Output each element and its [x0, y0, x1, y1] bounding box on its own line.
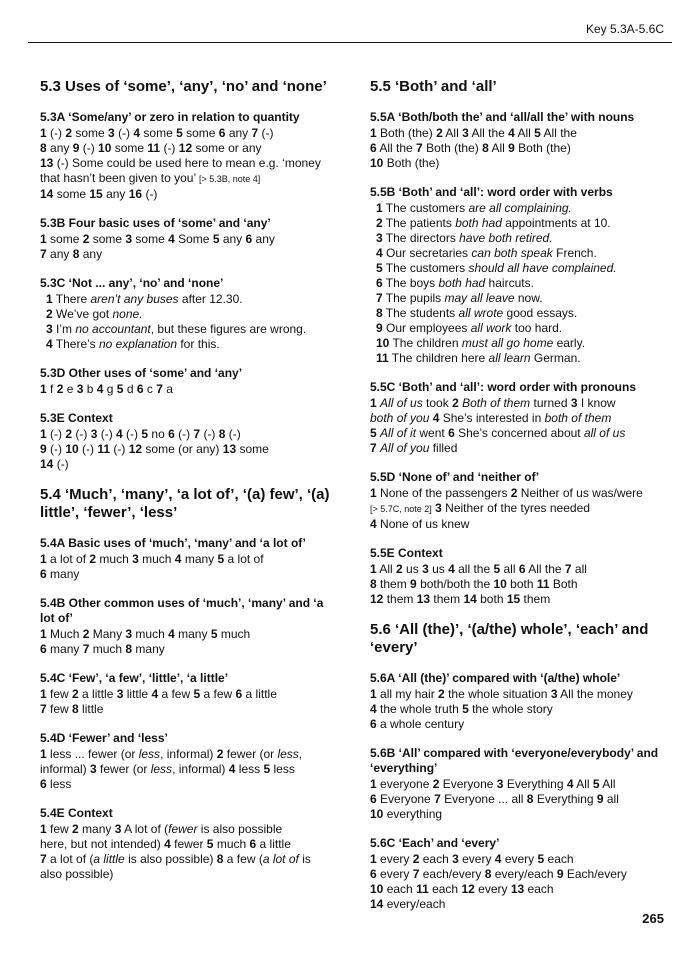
subsection-heading: 5.5E Context: [370, 546, 443, 560]
answer-line: also possible): [40, 867, 114, 881]
answer-line: 10 each 11 each 12 every 13 each: [370, 882, 554, 896]
answer-line: 1 everyone 2 Everyone 3 Everything 4 All 5 All: [370, 777, 616, 791]
answer-line: 4 None of us knew: [370, 517, 470, 531]
left-column: [40, 78, 340, 896]
subsection-heading: 5.4D ‘Fewer’ and ‘less’: [40, 731, 168, 745]
answer-block: [370, 110, 670, 171]
right-column: [370, 78, 670, 926]
answer-line: that hasn’t been given to you’ [> 5.3B, note 4]: [40, 171, 261, 185]
subsection-heading: 5.5D ‘None of’ and ‘neither of’: [370, 470, 540, 484]
answer-line: 5 The customers should all have complained.: [376, 261, 617, 275]
answer-line: 6 every 7 each/every 8 every/each 9 Each/every: [370, 867, 627, 881]
answer-block: [40, 366, 340, 397]
answer-line: 8 any 9 (-) 10 some 11 (-) 12 some or any: [40, 141, 262, 155]
answer-line: 1 less ... fewer (or less, informal) 2 fewer (or less,: [40, 747, 303, 761]
answer-line: 1 a lot of 2 much 3 much 4 many 5 a lot of: [40, 552, 264, 566]
answer-block: [40, 536, 340, 582]
answer-block: [370, 470, 670, 532]
answer-line: 4 There’s no explanation for this.: [46, 337, 220, 351]
answer-block: [40, 110, 340, 202]
answer-line: 10 Both (the): [370, 156, 440, 170]
answer-line: 1 every 2 each 3 every 4 every 5 each: [370, 852, 574, 866]
answer-line: 10 everything: [370, 807, 443, 821]
subsection-heading: 5.6B ‘All’ compared with ‘everyone/everybody’ and ‘everything’: [370, 746, 659, 775]
answer-line: 1 few 2 many 3 A lot of (fewer is also possible: [40, 822, 283, 836]
answer-line: 1 (-) 2 (-) 3 (-) 4 (-) 5 no 6 (-) 7 (-) 8 (-): [40, 427, 241, 441]
answer-block: [40, 276, 340, 352]
section-title: 5.6 ‘All (the)’, ‘(a/the) whole’, ‘each’ and ‘every’: [370, 621, 649, 656]
answer-line: informal) 3 fewer (or less, informal) 4 less 5 less: [40, 762, 295, 776]
subsection-heading: 5.3D Other uses of ‘some’ and ‘any’: [40, 366, 243, 380]
answer-block: [40, 671, 340, 717]
answer-line: 10 The children must all go home early.: [376, 336, 586, 350]
subsection-heading: 5.3A ‘Some/any’ or zero in relation to quantity: [40, 110, 300, 124]
subsection-heading: 5.4A Basic uses of ‘much’, ‘many’ and ‘a lot of’: [40, 536, 306, 550]
subsection-heading: 5.5B ‘Both’ and ‘all’: word order with verbs: [370, 185, 613, 199]
section-title: 5.4 ‘Much’, ‘many’, ‘a lot of’, ‘(a) few’, ‘(a) little’, ‘fewer’, ‘less’: [40, 486, 330, 521]
answer-block: [40, 806, 340, 882]
answer-block: [40, 411, 340, 472]
subsection-heading: 5.6C ‘Each’ and ‘every’: [370, 836, 500, 850]
answer-line: 6 a whole century: [370, 717, 465, 731]
answer-block: [370, 380, 670, 456]
subsection-heading: 5.5C ‘Both’ and ‘all’: word order with pronouns: [370, 380, 637, 394]
answer-line: 6 Everyone 7 Everyone ... all 8 Everything 9 all: [370, 792, 619, 806]
answer-line: 11 The children here all learn German.: [376, 351, 581, 365]
answer-line: 3 The directors have both retired.: [376, 231, 553, 245]
answer-block: [40, 216, 340, 262]
answer-line: 1 All 2 us 3 us 4 all the 5 all 6 All the 7 all: [370, 562, 587, 576]
answer-line: 9 Our employees all work too hard.: [376, 321, 563, 335]
subsection-heading: 5.3E Context: [40, 411, 113, 425]
answer-line: 8 them 9 both/both the 10 both 11 Both: [370, 577, 578, 591]
answer-line: here, but not intended) 4 fewer 5 much 6 a little: [40, 837, 291, 851]
answer-line: [> 5.7C, note 2] 3 Neither of the tyres needed: [370, 501, 590, 515]
subsection-heading: 5.3C ‘Not ... any’, ‘no’ and ‘none’: [40, 276, 224, 290]
answer-block: [370, 836, 670, 912]
answer-line: 6 The boys both had haircuts.: [376, 276, 534, 290]
answer-line: 7 The pupils may all leave now.: [376, 291, 543, 305]
answer-line: 1 There aren’t any buses after 12.30.: [46, 292, 243, 306]
answer-line: 7 a lot of (a little is also possible) 8 a few (a lot of is: [40, 852, 311, 866]
answer-line: 4 the whole truth 5 the whole story: [370, 702, 553, 716]
answer-block: [370, 546, 670, 607]
answer-line: 14 every/each: [370, 897, 446, 911]
subsection-heading: 5.6A ‘All (the)’ compared with ‘(a/the) whole’: [370, 671, 621, 685]
answer-block: [370, 746, 670, 822]
answer-line: 3 I’m no accountant, but these figures are wrong.: [46, 322, 307, 336]
answer-line: 2 We’ve got none.: [46, 307, 143, 321]
answer-line: 6 many: [40, 567, 80, 581]
answer-line: 14 some 15 any 16 (-): [40, 187, 158, 201]
answer-line: 1 some 2 some 3 some 4 Some 5 any 6 any: [40, 232, 275, 246]
answer-block: [370, 671, 670, 732]
answer-line: 8 The students all wrote good essays.: [376, 306, 578, 320]
answer-line: 4 Our secretaries can both speak French.: [376, 246, 597, 260]
answer-line: 1 all my hair 2 the whole situation 3 All the money: [370, 687, 633, 701]
answer-line: 5 All of it went 6 She’s concerned about all of us: [370, 426, 626, 440]
section-title: 5.5 ‘Both’ and ‘all’: [370, 78, 497, 95]
answer-line: 12 them 13 them 14 both 15 them: [370, 592, 551, 606]
answer-line: 2 The patients both had appointments at 10.: [376, 216, 611, 230]
answer-line: 1 few 2 a little 3 little 4 a few 5 a few 6 a little: [40, 687, 277, 701]
answer-line: 7 any 8 any: [40, 247, 103, 261]
answer-line: 7 few 8 little: [40, 702, 104, 716]
answer-block: [40, 596, 340, 657]
answer-line: 6 All the 7 Both (the) 8 All 9 Both (the): [370, 141, 571, 155]
answer-line: 1 The customers are all complaining.: [376, 201, 572, 215]
answer-line: 9 (-) 10 (-) 11 (-) 12 some (or any) 13 some: [40, 442, 269, 456]
answer-line: 1 Much 2 Many 3 much 4 many 5 much: [40, 627, 251, 641]
answer-line: 1 f 2 e 3 b 4 g 5 d 6 c 7 a: [40, 382, 173, 396]
answer-line: 1 None of the passengers 2 Neither of us was/were: [370, 486, 643, 500]
subsection-heading: 5.4B Other common uses of ‘much’, ‘many’ and ‘a lot of’: [40, 596, 324, 625]
subsection-heading: 5.3B Four basic uses of ‘some’ and ‘any’: [40, 216, 271, 230]
page-number: 265: [642, 911, 664, 926]
subsection-heading: 5.4E Context: [40, 806, 113, 820]
answer-block: [370, 185, 670, 366]
answer-line: 6 many 7 much 8 many: [40, 642, 165, 656]
answer-block: [40, 731, 340, 792]
running-head: Key 5.3A-5.6C: [585, 22, 664, 36]
answer-line: both of you 4 She’s interested in both of them: [370, 411, 612, 425]
answer-line: 1 (-) 2 some 3 (-) 4 some 5 some 6 any 7 (-): [40, 126, 274, 140]
section-title: 5.3 Uses of ‘some’, ‘any’, ‘no’ and ‘none’: [40, 78, 327, 95]
answer-line: 1 Both (the) 2 All 3 All the 4 All 5 All the: [370, 126, 577, 140]
answer-line: 13 (-) Some could be used here to mean e.g. ‘money: [40, 156, 321, 170]
header-rule: [28, 42, 672, 43]
answer-line: 6 less: [40, 777, 72, 791]
subsection-heading: 5.4C ‘Few’, ‘a few’, ‘little’, ‘a little’: [40, 671, 229, 685]
subsection-heading: 5.5A ‘Both/both the’ and ‘all/all the’ with nouns: [370, 110, 635, 124]
answer-line: 7 All of you filled: [370, 441, 458, 455]
answer-line: 14 (-): [40, 457, 69, 471]
answer-line: 1 All of us took 2 Both of them turned 3 I know: [370, 396, 616, 410]
